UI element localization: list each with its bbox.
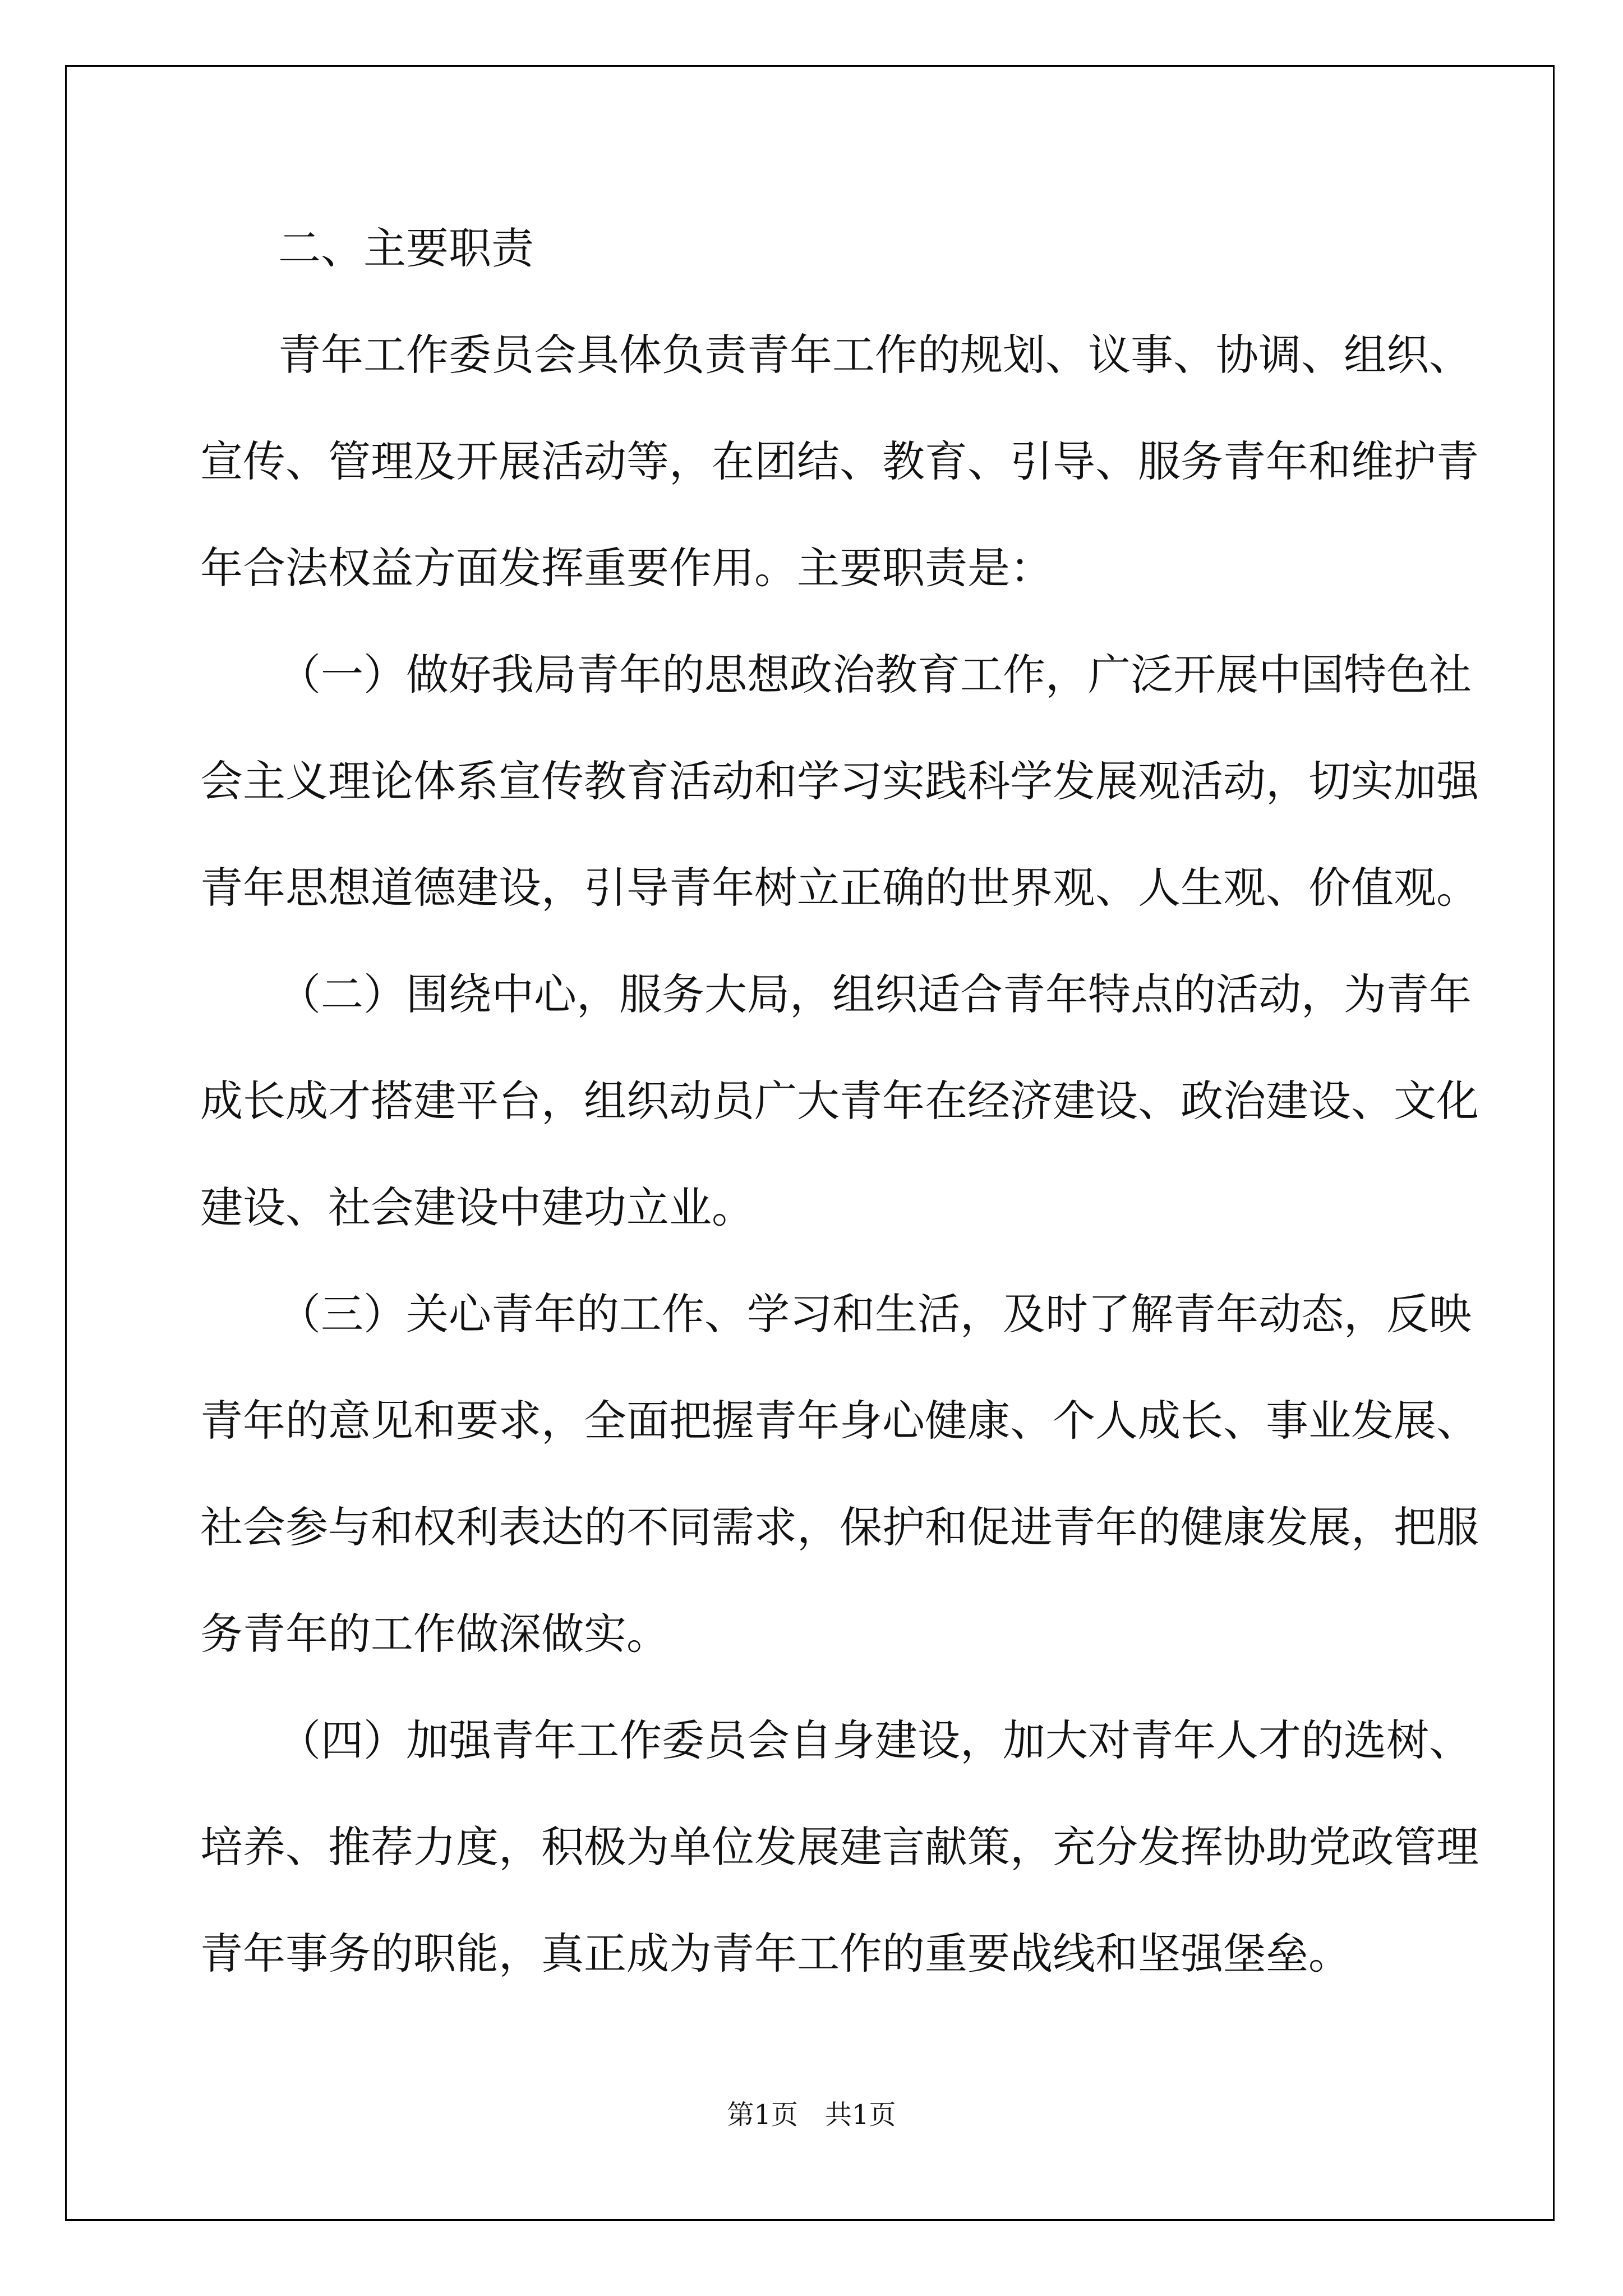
paragraph-line: 社会参与和权利表达的不同需求，保护和促进青年的健康发展，把服 <box>200 1502 1479 1552</box>
paragraph-line: 宣传、管理及开展活动等，在团结、教育、引导、服务青年和维护青 <box>200 436 1479 486</box>
page-number-footer: 第1页 共1页 <box>727 2099 896 2131</box>
paragraph-line: 培养、推荐力度，积极为单位发展建言献策，充分发挥协助党政管理 <box>200 1822 1479 1872</box>
paragraph-line: 成长成才搭建平台，组织动员广大青年在经济建设、政治建设、文化 <box>200 1076 1479 1126</box>
paragraph-line: 会主义理论体系宣传教育活动和学习实践科学发展观活动，切实加强 <box>200 756 1479 806</box>
paragraph-line: （一）做好我局青年的思想政治教育工作，广泛开展中国特色社 <box>278 650 1472 700</box>
paragraph-line: 青年事务的职能，真正成为青年工作的重要战线和坚强堡垒。 <box>200 1929 1351 1978</box>
paragraph-line: （三）关心青年的工作、学习和生活，及时了解青年动态，反映 <box>278 1289 1472 1339</box>
paragraph-line: 建设、社会建设中建功立业。 <box>200 1182 754 1232</box>
paragraph-line: （二）围绕中心，服务大局，组织适合青年特点的活动，为青年 <box>278 969 1472 1019</box>
paragraph-line: 务青年的工作做深做实。 <box>200 1609 669 1659</box>
section-heading: 二、主要职责 <box>278 223 534 273</box>
paragraph-line: （四）加强青年工作委员会自身建设，加大对青年人才的选树、 <box>278 1715 1472 1765</box>
page-border <box>65 65 1555 2221</box>
paragraph-line: 青年的意见和要求，全面把握青年身心健康、个人成长、事业发展、 <box>200 1396 1479 1446</box>
paragraph-line: 青年工作委员会具体负责青年工作的规划、议事、协调、组织、 <box>278 330 1472 380</box>
paragraph-line: 年合法权益方面发挥重要作用。主要职责是： <box>200 543 1053 593</box>
paragraph-line: 青年思想道德建设，引导青年树立正确的世界观、人生观、价值观。 <box>200 863 1479 913</box>
